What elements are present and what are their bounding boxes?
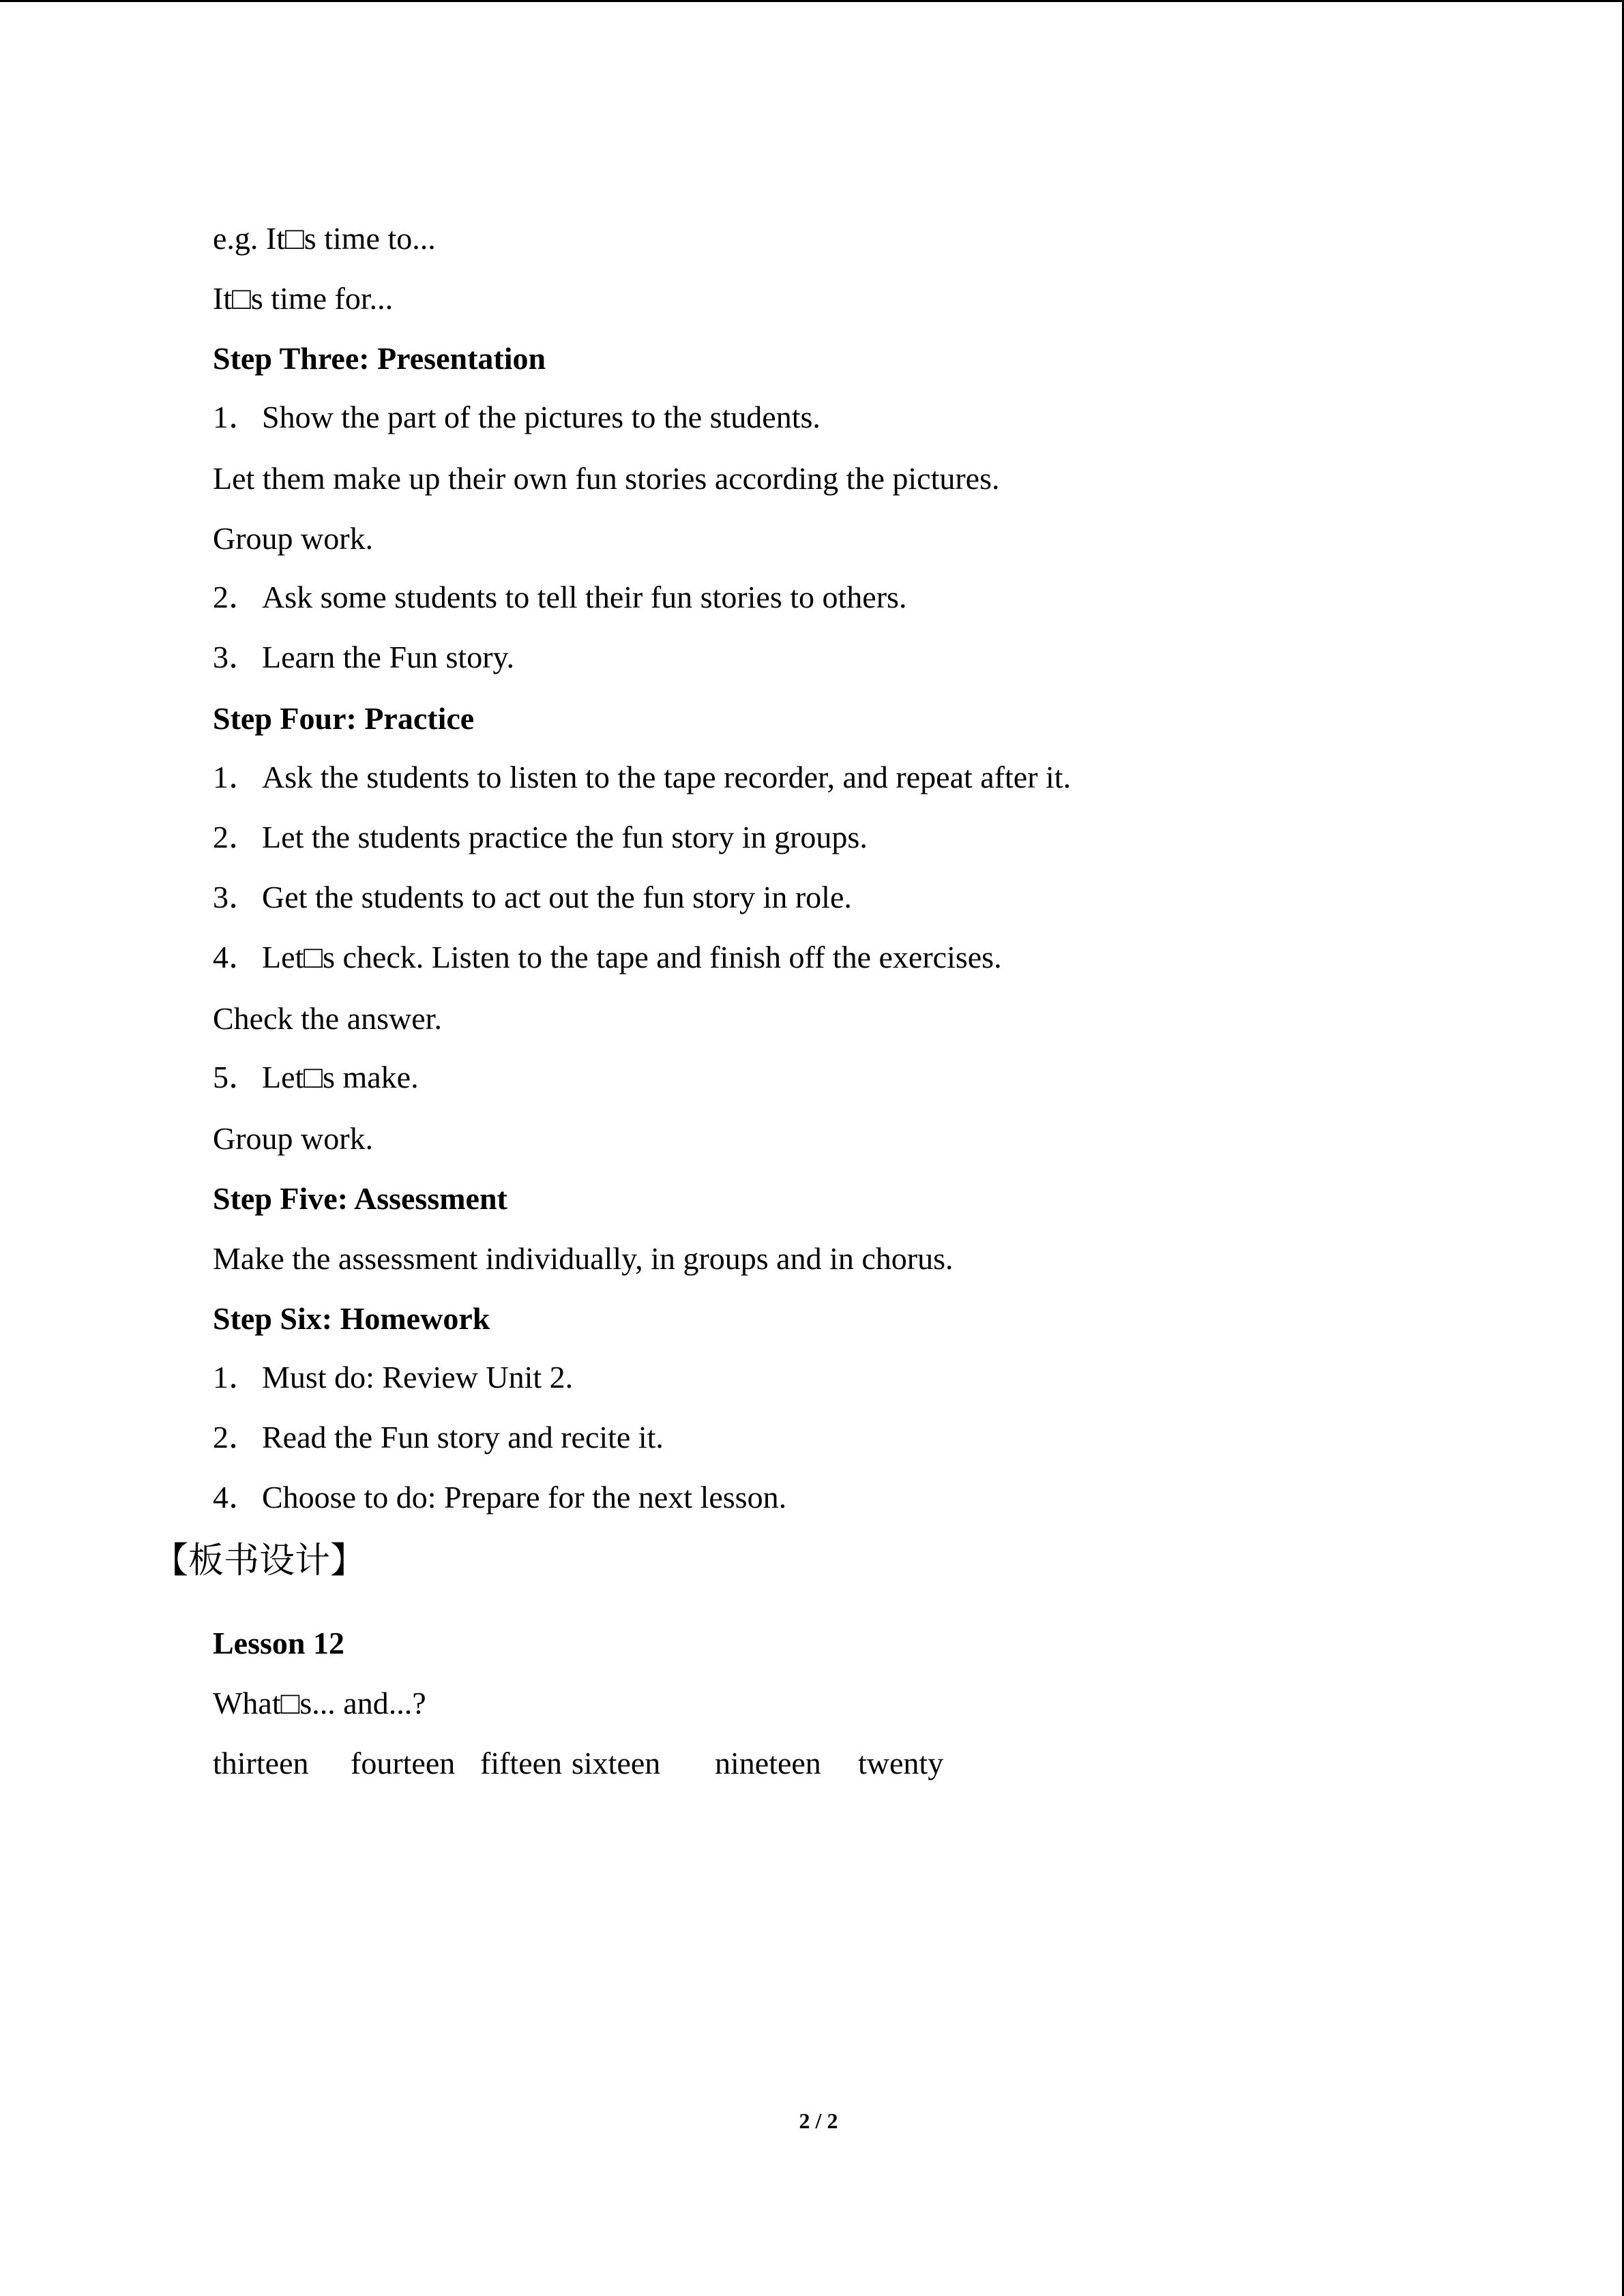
step-four-item-1: 1．Ask the students to listen to the tape recorder, and repeat after it. bbox=[213, 760, 1072, 794]
step-three-group-work: Group work. bbox=[213, 521, 374, 556]
step-six-item-1: 1．Must do: Review Unit 2. bbox=[213, 1360, 574, 1395]
page-number: 2 / 2 bbox=[799, 2108, 838, 2133]
step-four-heading: Step Four: Practice bbox=[213, 701, 475, 736]
step-six-item-4: 4．Choose to do: Prepare for the next lesson. bbox=[213, 1480, 787, 1515]
board-design-heading: 【板书设计】 bbox=[153, 1540, 366, 1581]
top-border bbox=[0, 0, 1624, 2]
board-word-nineteen: nineteen bbox=[715, 1746, 821, 1780]
board-word-fifteen: fifteen bbox=[480, 1746, 563, 1780]
step-three-item-2: 2．Ask some students to tell their fun stories to others. bbox=[213, 580, 907, 614]
step-three-item-3: 3．Learn the Fun story. bbox=[213, 640, 515, 674]
step-five-heading: Step Five: Assessment bbox=[213, 1181, 507, 1216]
step-three-heading: Step Three: Presentation bbox=[213, 341, 546, 376]
step-four-check-answer: Check the answer. bbox=[213, 1001, 442, 1036]
step-three-item-1: 1．Show the part of the pictures to the students. bbox=[213, 400, 821, 434]
step-three-item-1-detail: Let them make up their own fun stories according the pictures. bbox=[213, 461, 1000, 496]
board-word-twenty: twenty bbox=[858, 1746, 944, 1780]
example-line-2: It□s time for... bbox=[213, 281, 394, 316]
step-four-item-5: 5．Let□s make. bbox=[213, 1060, 419, 1094]
step-five-text: Make the assessment individually, in groups and in chorus. bbox=[213, 1241, 954, 1276]
example-line-1: e.g. It□s time to... bbox=[213, 221, 436, 256]
board-word-sixteen: sixteen bbox=[572, 1746, 661, 1780]
step-six-item-2: 2．Read the Fun story and recite it. bbox=[213, 1420, 664, 1455]
step-four-item-4: 4．Let□s check. Listen to the tape and finish off the exercises. bbox=[213, 940, 1002, 974]
step-four-item-3: 3．Get the students to act out the fun story in role. bbox=[213, 880, 852, 914]
step-four-item-2: 2．Let the students practice the fun story in groups. bbox=[213, 820, 868, 854]
step-four-group-work: Group work. bbox=[213, 1121, 374, 1156]
step-six-heading: Step Six: Homework bbox=[213, 1301, 490, 1336]
board-question: What□s... and...? bbox=[213, 1686, 426, 1720]
board-word-fourteen: fourteen bbox=[351, 1746, 456, 1780]
lesson-title: Lesson 12 bbox=[213, 1626, 344, 1660]
board-word-thirteen: thirteen bbox=[213, 1746, 309, 1780]
